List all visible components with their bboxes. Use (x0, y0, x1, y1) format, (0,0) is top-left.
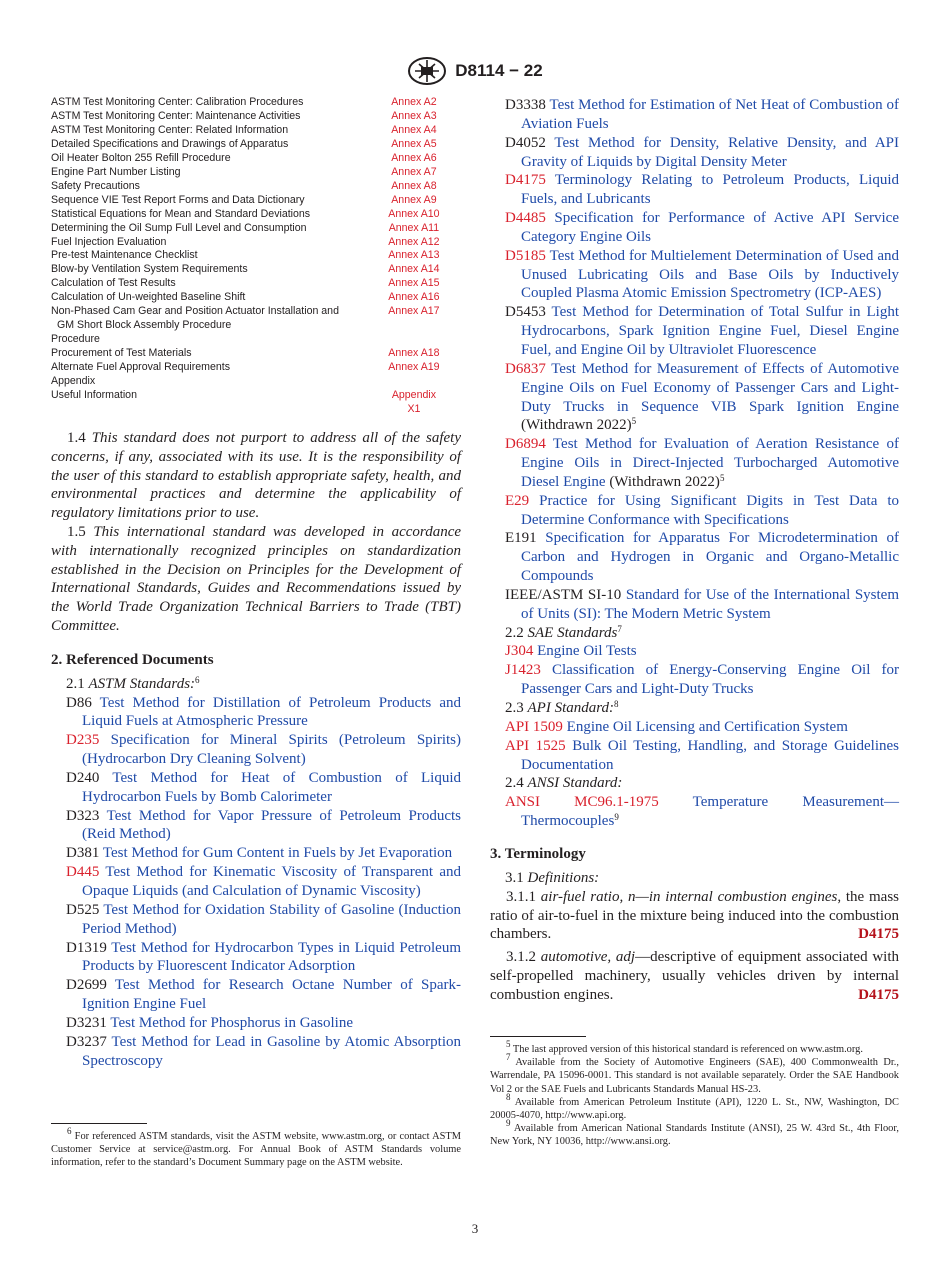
sae-standards-heading: 2.2 SAE Standards$^7$ (505, 623, 622, 641)
annex-description: Determining the Oil Sump Full Level and Consumption (51, 221, 307, 234)
section-2-heading: 2. Referenced Documents (51, 651, 214, 668)
annex-reference-link[interactable]: Annex A6 (391, 151, 437, 164)
definition-entry (490, 888, 899, 945)
definitions-heading: 3.1 Definitions: (505, 869, 600, 886)
annex-description: Procurement of Test Materials (51, 347, 192, 360)
reference-entry (490, 96, 899, 134)
annex-description (51, 403, 367, 417)
annex-row (51, 166, 461, 180)
sae-reference-list (490, 642, 899, 699)
footnote (490, 1118, 899, 1148)
annex-row (51, 319, 461, 333)
reference-entry (490, 209, 899, 247)
annex-row (51, 277, 461, 291)
annex-row (51, 389, 461, 403)
reference-title-link[interactable]: Test Method for Gum Content in Fuels by Jet Evaporation (102, 845, 453, 862)
annex-reference-link (368, 319, 461, 333)
reference-code-link[interactable]: D5185 (505, 247, 546, 264)
annex-reference-link[interactable]: Annex A9 (391, 193, 437, 206)
footnote (490, 1052, 899, 1096)
annex-reference-link[interactable]: X1 (407, 402, 421, 415)
reference-title-link[interactable]: Test Method for Heat of Combustion of Liquid Hydrocarbon Fuels by Bomb Calorimeter (82, 769, 461, 805)
reference-code: D2699 (66, 977, 107, 994)
reference-entry (490, 737, 899, 775)
annex-row (51, 124, 461, 138)
annex-description: Statistical Equations for Mean and Standard Deviations (51, 207, 311, 220)
annex-description: Procedure (51, 333, 100, 346)
footnote-rule (51, 1123, 147, 1124)
reference-entry (51, 976, 461, 1014)
annex-reference-link[interactable]: Annex A11 (388, 221, 440, 234)
reference-entry (51, 1014, 461, 1033)
reference-entry (490, 586, 899, 624)
reference-code-link[interactable]: D4485 (505, 210, 546, 227)
reference-title-link[interactable]: Engine Oil Licensing and Certification System (566, 718, 848, 735)
astm-reference-list-left (51, 694, 461, 1071)
reference-code: D1319 (66, 939, 107, 956)
footnote-text: Available from American National Standards Institute (ANSI), 25 W. 43rd St., 4th Floor, New York, NY 10036, http://www.ansi.org. (490, 1123, 899, 1148)
reference-title-link[interactable]: Test Method for Density, Relative Density, and API Gravity of Liquids by Digital Density Meter (521, 134, 899, 170)
reference-title-link[interactable]: Engine Oil Tests (537, 643, 637, 660)
footnote (490, 1039, 899, 1056)
reference-entry (490, 134, 899, 172)
annex-row (51, 305, 461, 319)
annex-description: Safety Precautions (51, 179, 140, 192)
withdrawn-note: (Withdrawn 2022) (605, 473, 720, 490)
definition-source-link[interactable]: D4175 (858, 926, 899, 943)
reference-title-link[interactable]: Test Method for Evaluation of Aeration Resistance of Engine Oils in Direct-Injected Turbocharged Automotive Diesel Engine (521, 436, 899, 490)
definition-text: —descriptive of equipment associated with self-propelled machinery, usually vehicles driven by internal combustion engines. (490, 949, 899, 1003)
annex-description: Engine Part Number Listing (51, 165, 181, 178)
annex-row (51, 194, 461, 208)
left-footnotes (51, 1123, 461, 1170)
annex-description: Non-Phased Cam Gear and Position Actuator Installation and (51, 305, 339, 318)
annex-reference-link (367, 375, 461, 389)
annex-description: Pre-test Maintenance Checklist (51, 249, 198, 262)
annex-reference-link[interactable]: Annex A13 (388, 249, 440, 262)
reference-title-link[interactable]: Specification for Apparatus For Microdetermination of Carbon and Hydrogen in Organic and Organo-Metallic Compounds (521, 530, 900, 585)
reference-code-link[interactable]: D235 (66, 732, 100, 749)
annex-row (51, 403, 461, 417)
annex-reference-link[interactable]: Annex A10 (388, 207, 440, 220)
annex-reference-link[interactable]: Annex A18 (388, 347, 440, 360)
annex-reference-link[interactable]: Annex A8 (391, 179, 437, 192)
reference-code: E191 (505, 530, 537, 547)
section-3-heading: 3. Terminology (490, 845, 586, 862)
annex-description: Calculation of Un-weighted Baseline Shift (51, 291, 246, 304)
reference-title-link[interactable]: Test Method for Vapor Pressure of Petroleum Products (Reid Method) (82, 807, 461, 843)
annex-description: ASTM Test Monitoring Center: Related Information (51, 123, 289, 136)
footnote-marker: 5 (631, 416, 637, 427)
reference-code-link[interactable]: D445 (66, 864, 100, 881)
page-header (0, 56, 950, 86)
annex-row (51, 263, 461, 277)
footnote-marker: 5 (719, 472, 725, 483)
reference-entry (490, 642, 899, 661)
reference-code-link[interactable]: API 1525 (505, 737, 566, 754)
astm-logo-icon (407, 56, 447, 86)
reference-code: D240 (66, 769, 100, 786)
reference-code: D381 (66, 845, 100, 862)
definition-text: , the mass ratio of air-to-fuel in the mixture being induced into the combustion chambers. (490, 888, 899, 943)
reference-title-link[interactable]: Practice for Using Significant Digits in Test Data to Determine Conformance with Specifications (521, 492, 899, 528)
annex-row (51, 208, 461, 222)
annex-reference-link[interactable]: Annex A3 (391, 109, 437, 122)
footnote-text: For referenced ASTM standards, visit the ASTM website, www.astm.org, or contact ASTM Customer Service at service@astm.org. For Annual Book of ASTM Standards volume information, refer to the standard’s Document Summary page on the ASTM website. (51, 1131, 461, 1169)
reference-entry (51, 731, 461, 769)
reference-entry (51, 844, 461, 863)
annex-row (51, 96, 461, 110)
annex-row (51, 375, 461, 389)
reference-title-link[interactable]: Test Method for Phosphorus in Gasoline (110, 1014, 354, 1031)
annex-description: Fuel Injection Evaluation (51, 235, 167, 248)
definition-term: air-fuel ratio, n—in internal combustion engines (540, 888, 838, 905)
reference-entry (51, 769, 461, 807)
ansi-reference: ANSI MC96.1-1975 Temperature Measurement—Thermocouples$^9$ (505, 794, 899, 830)
footnote-number: 6 (67, 1126, 72, 1136)
annex-reference-link[interactable]: Annex A12 (388, 235, 440, 248)
reference-entry (51, 863, 461, 901)
left-column (51, 96, 462, 1169)
api-standards-heading: 2.3 API Standard:$^8$ (505, 699, 619, 716)
annex-description: Useful Information (51, 389, 137, 402)
footnote-rule (490, 1036, 586, 1037)
definition-term: automotive, adj (540, 949, 636, 966)
definition-source-link[interactable]: D4175 (858, 986, 899, 1003)
reference-code-link[interactable]: D4175 (505, 172, 546, 189)
document-id: D8114 − 22 (455, 61, 543, 80)
definition-entry (490, 948, 899, 1005)
reference-entry (490, 661, 899, 699)
annex-row (51, 110, 461, 124)
ansi-standards-heading: 2.4 ANSI Standard: (505, 775, 623, 792)
annex-table (51, 96, 461, 417)
api-reference-list (490, 718, 899, 775)
reference-title-link[interactable]: Standard for Use of the International System of Units (SI): The Modern Metric System (521, 586, 899, 622)
reference-entry (490, 303, 899, 360)
footnote (490, 1091, 899, 1122)
reference-entry (51, 1033, 461, 1071)
annex-description: Sequence VIE Test Report Forms and Data Dictionary (51, 193, 305, 206)
reference-title-link[interactable]: Test Method for Estimation of Net Heat of Combustion of Aviation Fuels (521, 97, 900, 132)
reference-entry (51, 901, 461, 939)
footnote-number: 9 (506, 1118, 511, 1129)
annex-description: Oil Heater Bolton 255 Refill Procedure (51, 151, 231, 164)
reference-title-link[interactable]: Test Method for Multielement Determination of Used and Unused Lubricating Oils and Base Oils by Inductively Coupled Plasma Atomic Emission Spectrometry (ICP-AES) (521, 247, 899, 302)
annex-reference-link[interactable]: Annex A14 (388, 263, 440, 276)
reference-title-link[interactable]: Test Method for Lead in Gasoline by Atomic Absorption Spectroscopy (82, 1033, 462, 1069)
reference-code-link[interactable]: E29 (505, 492, 530, 509)
footnote-number: 7 (506, 1052, 511, 1063)
annex-description: Calculation of Test Results (51, 277, 176, 290)
annex-row (51, 138, 461, 152)
annex-reference-link (367, 333, 461, 347)
annex-reference-link[interactable]: Annex A16 (388, 291, 440, 304)
withdrawn-note: (Withdrawn 2022) (521, 417, 632, 434)
footnote-text: Available from the Society of Automotive Engineers (SAE), 400 Commonwealth Dr., Warrendale, PA 15096-0001. This standard is not available separately. Order the SAE Handbook Vol 2 or the SAE Fuels and Lubricants Standards Manual HS-23. (490, 1057, 899, 1095)
annex-row (51, 361, 461, 375)
footnote (51, 1126, 461, 1170)
reference-title-link[interactable]: Terminology Relating to Petroleum Products, Liquid Fuels, and Lubricants (521, 172, 899, 208)
reference-code-link[interactable]: D6837 (505, 360, 546, 377)
annex-description: Blow-by Ventilation System Requirements (51, 263, 248, 276)
reference-entry (51, 807, 461, 845)
reference-title-link[interactable]: Temperature Measurement—Thermocouples (521, 794, 899, 830)
footnote-text: The last approved version of this historical standard is referenced on www.astm.org. (512, 1044, 863, 1055)
reference-title-link[interactable]: Classification of Energy-Conserving Engine Oil for Passenger Cars and Light-Duty Trucks (521, 662, 900, 698)
annex-row (51, 236, 461, 250)
annex-reference-link[interactable]: Annex A5 (391, 137, 437, 150)
reference-code: D3231 (66, 1014, 107, 1031)
astm-standards-heading: 2.1 ASTM Standards:$^6$ (66, 674, 200, 692)
paragraph-1-5: 1.5 This international standard was developed in accordance with internationally recognized principles on standardization established in the Decision on Principles for the Development of International Standards, Guides and Recommendations issued by the World Trade Organization Technical Barriers to Trade (TBT) Committee. (51, 523, 462, 634)
reference-entry (490, 718, 899, 737)
reference-code: D3338 (505, 97, 546, 113)
reference-code: D86 (66, 694, 92, 711)
reference-entry (490, 171, 899, 209)
annex-row (51, 291, 461, 305)
page-number: 3 (471, 1221, 479, 1236)
annex-row (51, 222, 461, 236)
reference-entry (51, 694, 461, 732)
reference-title-link[interactable]: Test Method for Distillation of Petroleum Products and Liquid Fuels at Atmospheric Pressure (82, 694, 461, 730)
annex-reference-link[interactable]: Annex A19 (388, 361, 440, 374)
astm-reference-list-right (490, 96, 899, 624)
annex-description: ASTM Test Monitoring Center: Maintenance Activities (51, 109, 301, 122)
annex-reference-link[interactable]: Annex A7 (391, 165, 437, 178)
reference-title-link[interactable]: Bulk Oil Testing, Handling, and Storage Guidelines Documentation (521, 737, 900, 773)
annex-reference-link[interactable]: Annex A17 (388, 305, 440, 318)
definition-number: 3.1.2 (506, 949, 536, 966)
annex-row (51, 347, 461, 361)
reference-title-link[interactable]: Test Method for Determination of Total Sulfur in Light Hydrocarbons, Spark Ignition Engine Fuel, Diesel Engine Fuel, and Engine Oil by Ultraviolet Fluorescence (521, 304, 899, 358)
reference-entry (490, 529, 899, 586)
reference-entry (490, 492, 899, 530)
reference-entry (490, 435, 899, 492)
reference-code-link[interactable]: J304 (505, 643, 534, 660)
reference-code: IEEE/ASTM SI-10 (505, 586, 622, 603)
reference-title-link[interactable]: Test Method for Research Octane Number of Spark-Ignition Engine Fuel (82, 977, 461, 1013)
annex-row (51, 180, 461, 194)
annex-description: ASTM Test Monitoring Center: Calibration Procedures (51, 96, 304, 108)
right-footnotes (490, 1036, 899, 1149)
reference-code-link[interactable]: J1423 (505, 662, 541, 679)
reference-code-link[interactable]: ANSI MC96.1-1975 (505, 794, 659, 811)
right-column (490, 96, 900, 1148)
footnote-text: Available from American Petroleum Institute (API), 1220 L. St., NW, Washington, DC 20005-4070, http://www.api.org. (490, 1096, 899, 1122)
reference-entry (490, 247, 899, 304)
reference-code: D4052 (505, 134, 546, 151)
reference-entry (51, 939, 461, 977)
annex-description: Detailed Specifications and Drawings of Apparatus (51, 137, 289, 150)
annex-description: GM Short Block Assembly Procedure (57, 319, 232, 332)
annex-row (51, 249, 461, 263)
definitions-list (490, 888, 899, 1005)
reference-title-link[interactable]: Test Method for Kinematic Viscosity of Transparent and Opaque Liquids (and Calculation of Dynamic Viscosity) (82, 864, 461, 899)
reference-code: D5453 (505, 304, 546, 321)
reference-code-link[interactable]: API 1509 (505, 718, 563, 735)
reference-title-link[interactable]: Specification for Mineral Spirits (Petroleum Spirits) (Hydrocarbon Dry Cleaning Solvent) (82, 732, 461, 768)
reference-code: D323 (66, 807, 100, 824)
annex-row (51, 152, 461, 166)
definition-number: 3.1.1 (506, 888, 536, 905)
annex-reference-link[interactable]: Annex A15 (388, 277, 440, 290)
annex-description: Alternate Fuel Approval Requirements (51, 361, 231, 374)
annex-reference-link[interactable]: Annex A4 (391, 123, 437, 136)
footnote-number: 5 (506, 1039, 511, 1049)
annex-reference-link[interactable]: Appendix (391, 389, 437, 402)
annex-description: Appendix (51, 375, 96, 388)
reference-code: D3237 (66, 1033, 107, 1050)
reference-title-link[interactable]: Specification for Performance of Active API Service Category Engine Oils (521, 210, 899, 245)
annex-row (51, 333, 461, 347)
reference-code: D525 (66, 901, 100, 918)
annex-reference-link[interactable]: Annex A2 (391, 96, 437, 108)
reference-code-link[interactable]: D6894 (505, 436, 546, 453)
reference-entry (490, 360, 899, 435)
reference-title-link[interactable]: Test Method for Measurement of Effects of Automotive Engine Oils on Fuel Economy of Passenger Cars and Light-Duty Trucks in Sequence VIB Spark Ignition Engine (521, 360, 900, 415)
reference-title-link[interactable]: Test Method for Hydrocarbon Types in Liquid Petroleum Products by Fluorescent Indicator Adsorption (82, 939, 462, 975)
footnote-number: 8 (506, 1091, 511, 1102)
reference-title-link[interactable]: Test Method for Oxidation Stability of Gasoline (Induction Period Method) (82, 901, 461, 937)
paragraph-1-4: 1.4 This standard does not purport to address all of the safety concerns, if any, associated with its use. It is the responsibility of the user of this standard to establish appropriate safety, health, and environmental practices and determine the applicability of regulatory limitations prior to use. (51, 429, 462, 522)
